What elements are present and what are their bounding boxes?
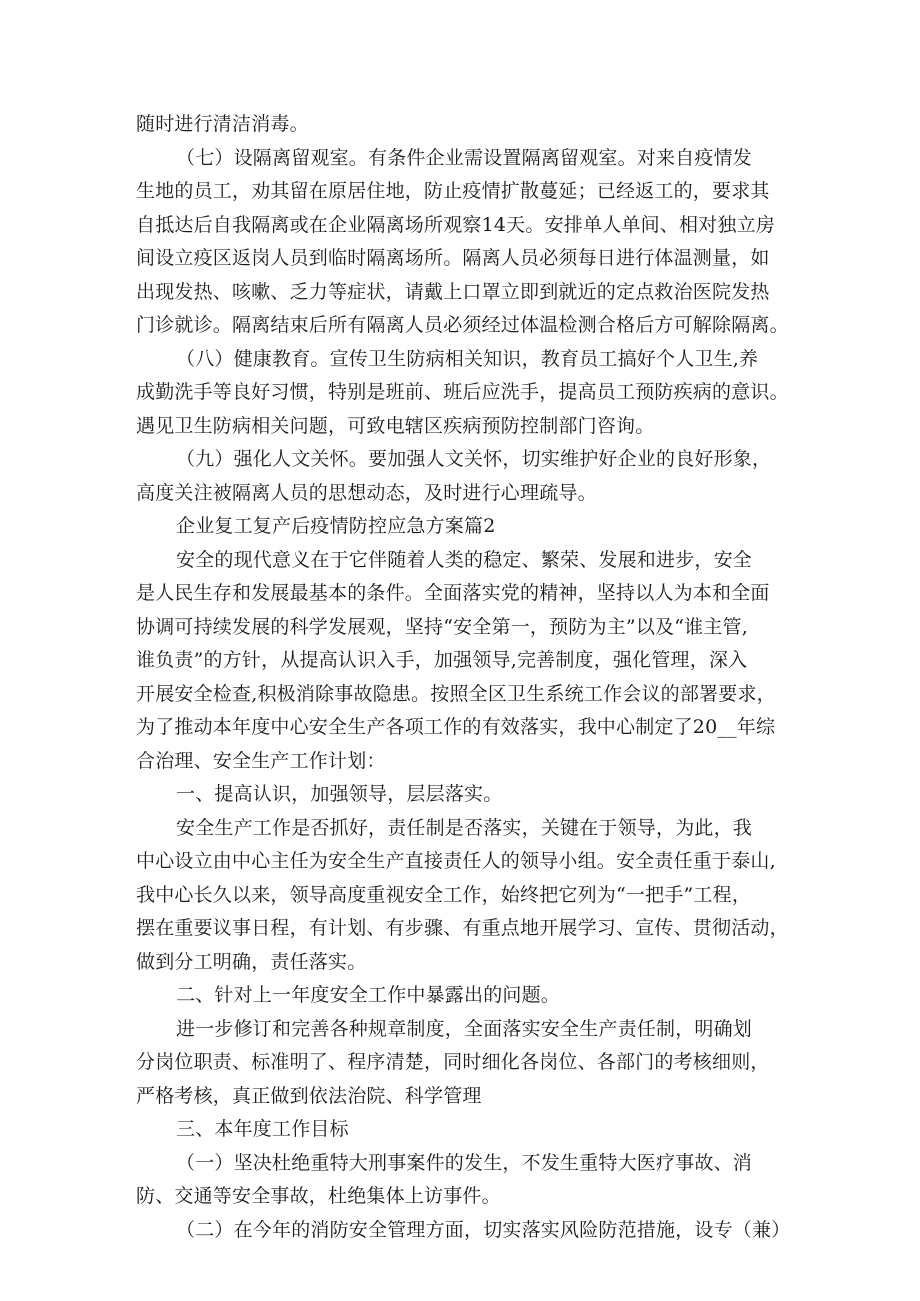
text-line: 三、本年度工作目标 <box>176 1118 349 1140</box>
text-line: 为了推动本年度中心安全生产各项工作的有效落实，我中心制定了20__年综 <box>136 716 776 738</box>
text-line: （九）强化人文关怀。要加强人文关怀，切实维护好企业的良好形象， <box>176 448 772 470</box>
text-line: 摆在重要议事日程，有计划、有步骤、有重点地开展学习、宣传、贯彻活动， <box>136 917 789 939</box>
text-line: 随时进行清洁消毒。 <box>136 113 309 135</box>
text-line: 高度关注被隔离人员的思想动态，及时进行心理疏导。 <box>136 481 597 504</box>
text-line: 是人民生存和发展最基本的条件。全面落实党的精神，坚持以人为本和全面 <box>136 582 770 604</box>
text-line: 间设立疫区返岗人员到临时隔离场所。隔离人员必须每日进行体温测量，如 <box>136 247 770 269</box>
text-line: 协调可持续发展的科学发展观，坚持“安全第一，预防为主”以及“谁主管, <box>136 615 748 638</box>
text-line: 一、提高认识，加强领导，层层落实。 <box>176 783 503 805</box>
text-line: （二）在今年的消防安全管理方面，切实落实风险防范措施，设专（兼） <box>176 1218 791 1241</box>
text-line: 门诊就诊。隔离结束后所有隔离人员必须经过体温检测合格后方可解除隔离。 <box>136 314 789 336</box>
text-line: （八）健康教育。宣传卫生防病相关知识，教育员工搞好个人卫生,养 <box>176 347 759 370</box>
text-line: 严格考核，真正做到依法治院、科学管理 <box>136 1084 482 1107</box>
text-line: 合治理、安全生产工作计划： <box>136 749 386 772</box>
text-line: 中心设立由中心主任为安全生产直接责任人的领导小组。安全责任重于泰山, <box>136 850 776 872</box>
text-line: 安全的现代意义在于它伴随着人类的稳定、繁荣、发展和进步，安全 <box>176 548 753 571</box>
text-line: 做到分工明确，责任落实。 <box>136 950 367 973</box>
text-line: 防、交通等安全事故，杜绝集体上访事件。 <box>136 1185 501 1207</box>
text-line: 二、针对上一年度安全工作中暴露出的问题。 <box>176 984 561 1006</box>
text-line: （七）设隔离留观室。有条件企业需设置隔离留观室。对来自疫情发 <box>176 146 753 169</box>
text-line: 开展安全检查,积极消除事故隐患。按照全区卫生系统工作会议的部署要求， <box>136 682 776 705</box>
text-line: 安全生产工作是否抓好，责任制是否落实，关键在于领导，为此，我 <box>176 816 753 839</box>
text-line: （一）坚决杜绝重特大刑事案件的发生，不发生重特大医疗事故、消 <box>176 1151 753 1174</box>
text-line: 企业复工复产后疫情防控应急方案篇2 <box>176 515 496 537</box>
text-line: 成勤洗手等良好习惯，特别是班前、班后应洗手，提高员工预防疾病的意识。 <box>136 381 789 403</box>
text-line: 谁负责”的方针，从提高认识入手，加强领导,完善制度，强化管理，深入 <box>136 649 748 671</box>
text-line: 生地的员工，劝其留在原居住地，防止疫情扩散蔓延；已经返工的，要求其 <box>136 180 770 202</box>
text-line: 进一步修订和完善各种规章制度，全面落实安全生产责任制，明确划 <box>176 1017 753 1040</box>
text-line: 出现发热、咳嗽、乏力等症状，请戴上口罩立即到就近的定点救治医院发热 <box>136 280 770 303</box>
text-line: 分岗位职责、标准明了、程序清楚，同时细化各岗位、各部门的考核细则， <box>136 1051 770 1073</box>
text-line: 自抵达后自我隔离或在企业隔离场所观察14天。安排单人单间、相对独立房 <box>136 213 775 236</box>
document-body <box>136 108 796 1247</box>
text-line: 我中心长久以来，领导高度重视安全工作，始终把它列为“一把手”工程， <box>136 883 752 906</box>
text-line: 遇见卫生防病相关问题，可致电辖区疾病预防控制部门咨询。 <box>136 414 655 437</box>
